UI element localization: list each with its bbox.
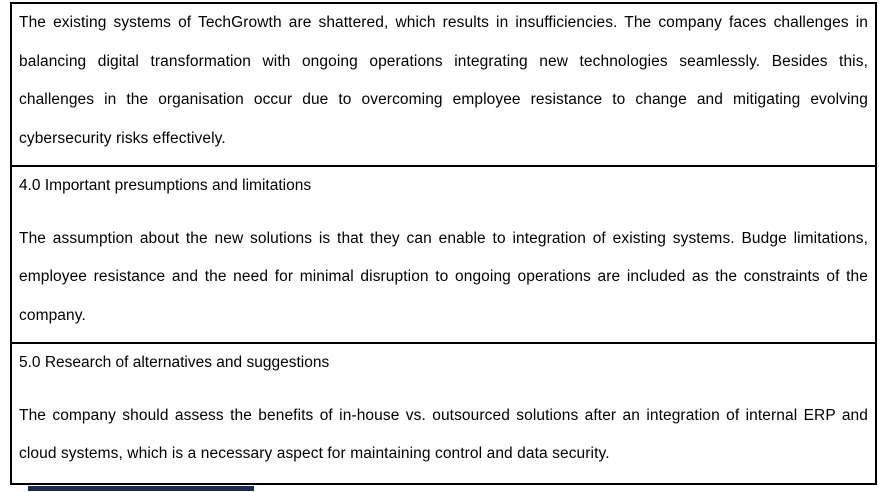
- document-table: [10, 2, 877, 485]
- table-row: [12, 344, 875, 483]
- table-row: [12, 167, 875, 344]
- section-paragraph: The existing systems of TechGrowth are shattered, which results in insufficiencies. The company faces challenges in balancing digital transformation with ongoing operations integrating new technologies seamlessly. Besides this, challenges in the organisation occur due to overcoming employee resistance to change and mitigating evolving cybersecurity risks effectively.: [19, 14, 868, 147]
- section-paragraph: The company should assess the benefits of in-house vs. outsourced solutions after an integration of internal ERP and cloud systems, which is a necessary aspect for maintaining control and data security.: [19, 406, 868, 462]
- section-paragraph: The assumption about the new solutions is that they can enable to integration of existing systems. Budge limitations, employee resistance and the need for minimal disruption to ongoing operations are included as the constraints of the company.: [19, 229, 868, 324]
- table-row: [12, 4, 875, 167]
- section-heading: 4.0 Important presumptions and limitations: [19, 177, 312, 194]
- partial-bottom-bar: [28, 486, 254, 491]
- section-heading: 5.0 Research of alternatives and suggestions: [19, 354, 330, 371]
